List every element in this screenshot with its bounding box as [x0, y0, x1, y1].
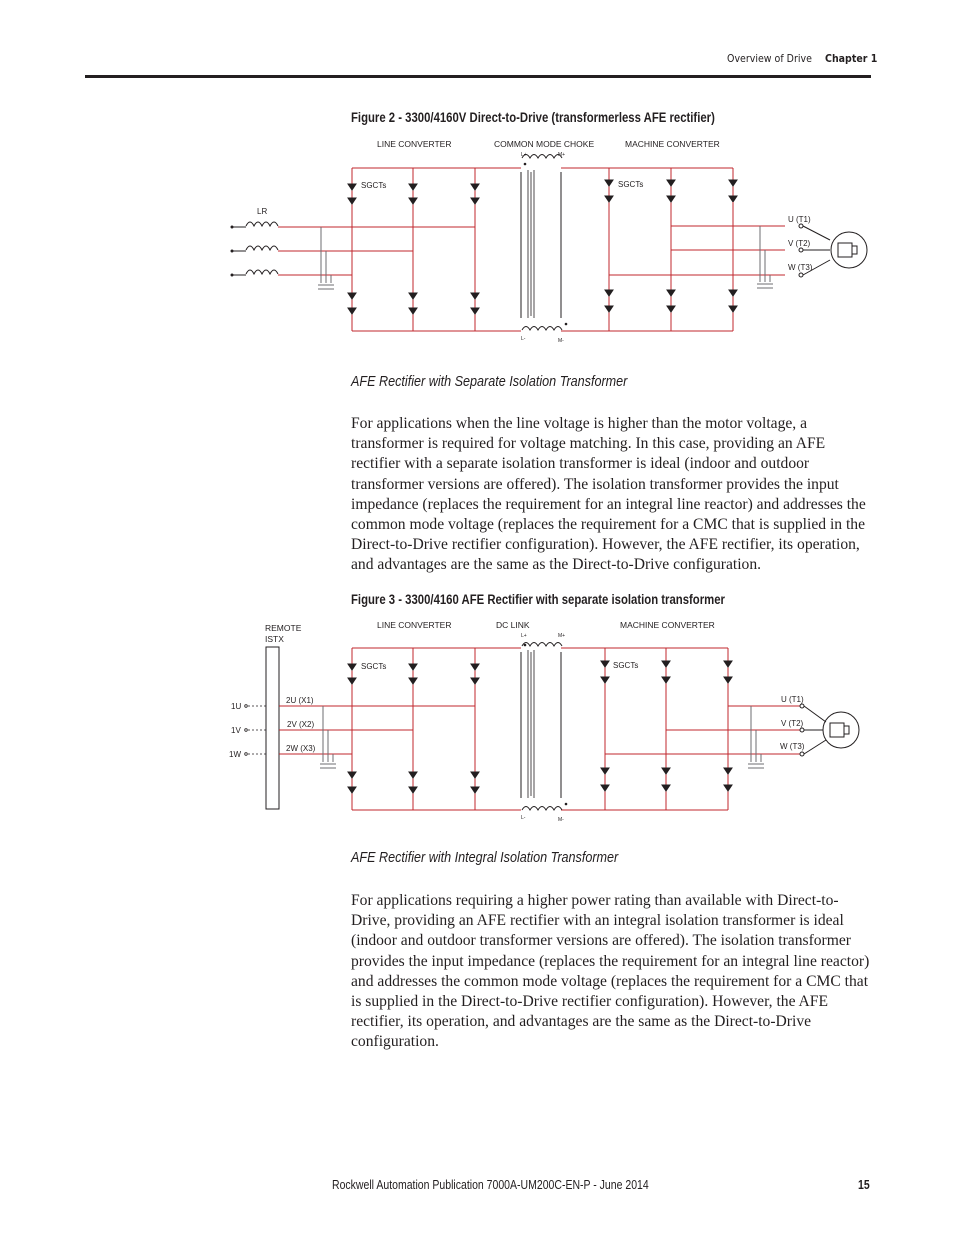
section-heading-integral-transformer: AFE Rectifier with Integral Isolation Transformer — [351, 849, 619, 866]
line-reactors — [246, 222, 278, 274]
label-w-t3: W (T3) — [788, 263, 813, 272]
header-chapter-label: Chapter 1 — [825, 52, 878, 65]
label-lr: LR — [257, 207, 268, 216]
dc-link-inductor — [521, 643, 562, 811]
label-l-plus: L+ — [521, 633, 527, 639]
motor-icon — [831, 232, 867, 268]
common-mode-choke-symbol — [521, 155, 562, 331]
label-x1: 2U (X1) — [286, 696, 314, 705]
motor-icon — [823, 712, 859, 748]
line-converter-legs — [348, 168, 479, 331]
label-1w: 1W — [229, 750, 241, 759]
label-line-converter: LINE CONVERTER — [377, 139, 452, 149]
label-l-minus: L- — [521, 336, 526, 342]
footer-page-number: 15 — [858, 1178, 870, 1192]
label-machine-converter: MACHINE CONVERTER — [625, 139, 720, 149]
section-paragraph-integral-transformer: For applications requiring a higher power rating than available with Direct-to-Drive, providing an AFE rectifier with an integral isolation transformer is ideal (indoor and outdoor transformer versions are offered). The isolation transformer provides the input impedance (replaces the requirement for an integral line reactor) and addresses the common mode voltage (replaces the requirement for a CMC that is supplied in the Direct-to-Drive rectifier configuration). However, the AFE rectifier, its operation, and advantages are the same as the Direct-to-Drive configuration. — [351, 892, 870, 1051]
machine-filter-caps — [748, 706, 764, 768]
footer-publication: Rockwell Automation Publication 7000A-UM200C-EN-P - June 2014 — [332, 1178, 649, 1192]
label-v-t2: V (T2) — [788, 239, 811, 248]
remote-istx-box — [266, 647, 279, 809]
line-filter-caps — [318, 227, 334, 289]
label-m-minus: M- — [558, 817, 564, 823]
figure-2-diagram — [0, 135, 954, 345]
line-filter-caps — [320, 706, 336, 768]
label-v-t2: V (T2) — [781, 719, 804, 728]
header-rule — [85, 75, 871, 78]
label-u-t1: U (T1) — [781, 695, 804, 704]
label-x2: 2V (X2) — [287, 720, 315, 729]
label-m-plus: M+ — [558, 633, 566, 639]
label-sgcts-line: SGCTs — [361, 662, 387, 671]
label-sgcts-machine: SGCTs — [613, 661, 639, 670]
label-1v: 1V — [231, 726, 241, 735]
label-common-mode-choke: COMMON MODE CHOKE — [494, 139, 595, 149]
figure-3-diagram — [0, 615, 954, 825]
label-istx: ISTX — [265, 634, 284, 644]
figure-3-caption: Figure 3 - 3300/4160 AFE Rectifier with separate isolation transformer — [351, 592, 725, 607]
label-w-t3: W (T3) — [780, 742, 805, 751]
label-line-converter: LINE CONVERTER — [377, 620, 452, 630]
label-dc-link: DC LINK — [496, 620, 530, 630]
label-u-t1: U (T1) — [788, 215, 811, 224]
label-m-plus: M+ — [558, 152, 566, 158]
label-l-plus: L+ — [521, 152, 527, 158]
figure-2-caption: Figure 2 - 3300/4160V Direct-to-Drive (transformerless AFE rectifier) — [351, 110, 715, 125]
label-sgcts-line: SGCTs — [361, 181, 387, 190]
label-m-minus: M- — [558, 338, 564, 344]
line-converter-legs — [348, 648, 479, 810]
label-sgcts-machine: SGCTs — [618, 180, 644, 189]
section-paragraph-separate-transformer: For applications when the line voltage is higher than the motor voltage, a transformer is required for voltage matching. In this case, providing an AFE rectifier with a separate isolation transformer is ideal (indoor and outdoor transformer versions are offered). The isolation transformer provides the input impedance (replaces the requirement for an integral line reactor) and addresses the common mode voltage (replaces the requirement for a CMC that is supplied in the Direct-to-Drive rectifier configuration). However, the AFE rectifier, its operation, and advantages are the same as the Direct-to-Drive configuration. — [351, 415, 866, 574]
label-remote: REMOTE — [265, 623, 302, 633]
label-1u: 1U — [231, 702, 242, 711]
section-heading-separate-transformer: AFE Rectifier with Separate Isolation Transformer — [351, 373, 628, 390]
machine-filter-caps — [757, 226, 773, 288]
label-x3: 2W (X3) — [286, 744, 316, 753]
machine-converter-legs — [601, 648, 732, 810]
header-section-title: Overview of Drive — [727, 52, 812, 65]
label-l-minus: L- — [521, 815, 526, 821]
label-machine-converter: MACHINE CONVERTER — [620, 620, 715, 630]
